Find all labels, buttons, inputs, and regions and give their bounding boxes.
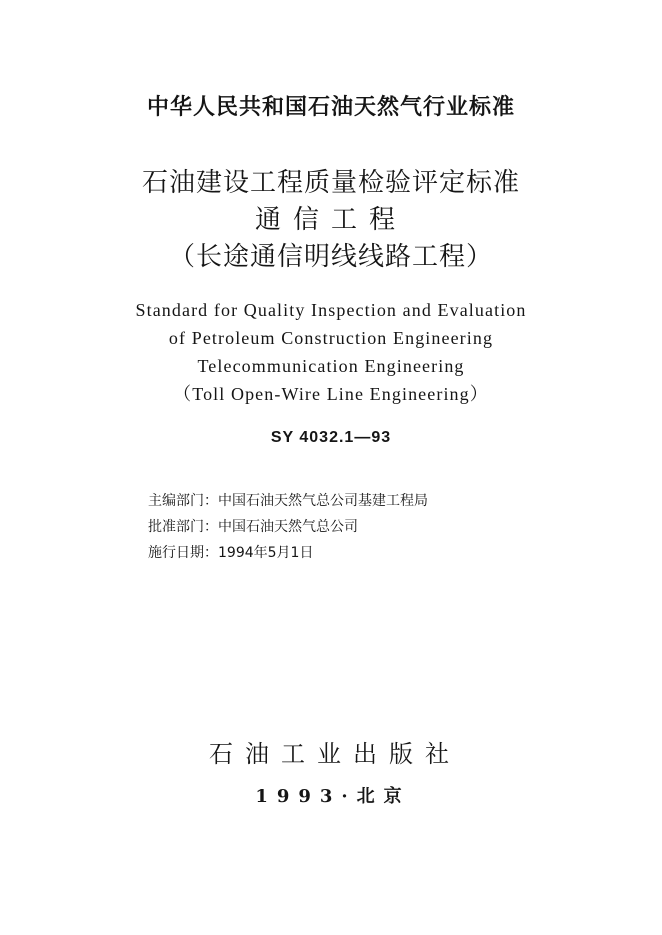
title-cn-line-2: 通信工程 (254, 205, 407, 235)
title-en-line-1: Standard for Quality Inspection and Evaluation (135, 300, 527, 320)
industry-standard-header: 中华人民共和国石油天然气行业标准 (146, 94, 515, 120)
title-cn-line-1: 石油建设工程质量检验评定标准 (141, 168, 520, 198)
title-en-line-4: （Toll Open-Wire Line Engineering） (173, 384, 489, 404)
title-en-line-3: Telecommunication Engineering (197, 356, 465, 376)
title-en-line-2: of Petroleum Construction Engineering (168, 328, 494, 348)
title-cn-line-3: （长途通信明线线路工程） (168, 242, 493, 272)
standard-code: SY 4032.1—93 (270, 429, 392, 446)
approving-department: 批准部门：中国石油天然气总公司 (148, 519, 358, 535)
publication-year-place: 1993·北京 (255, 786, 411, 807)
editor-department: 主编部门：中国石油天然气总公司基建工程局 (148, 493, 428, 509)
publisher-name: 石油工业出版社 (209, 740, 461, 768)
effective-date: 施行日期：1994年5月1日 (148, 545, 314, 561)
